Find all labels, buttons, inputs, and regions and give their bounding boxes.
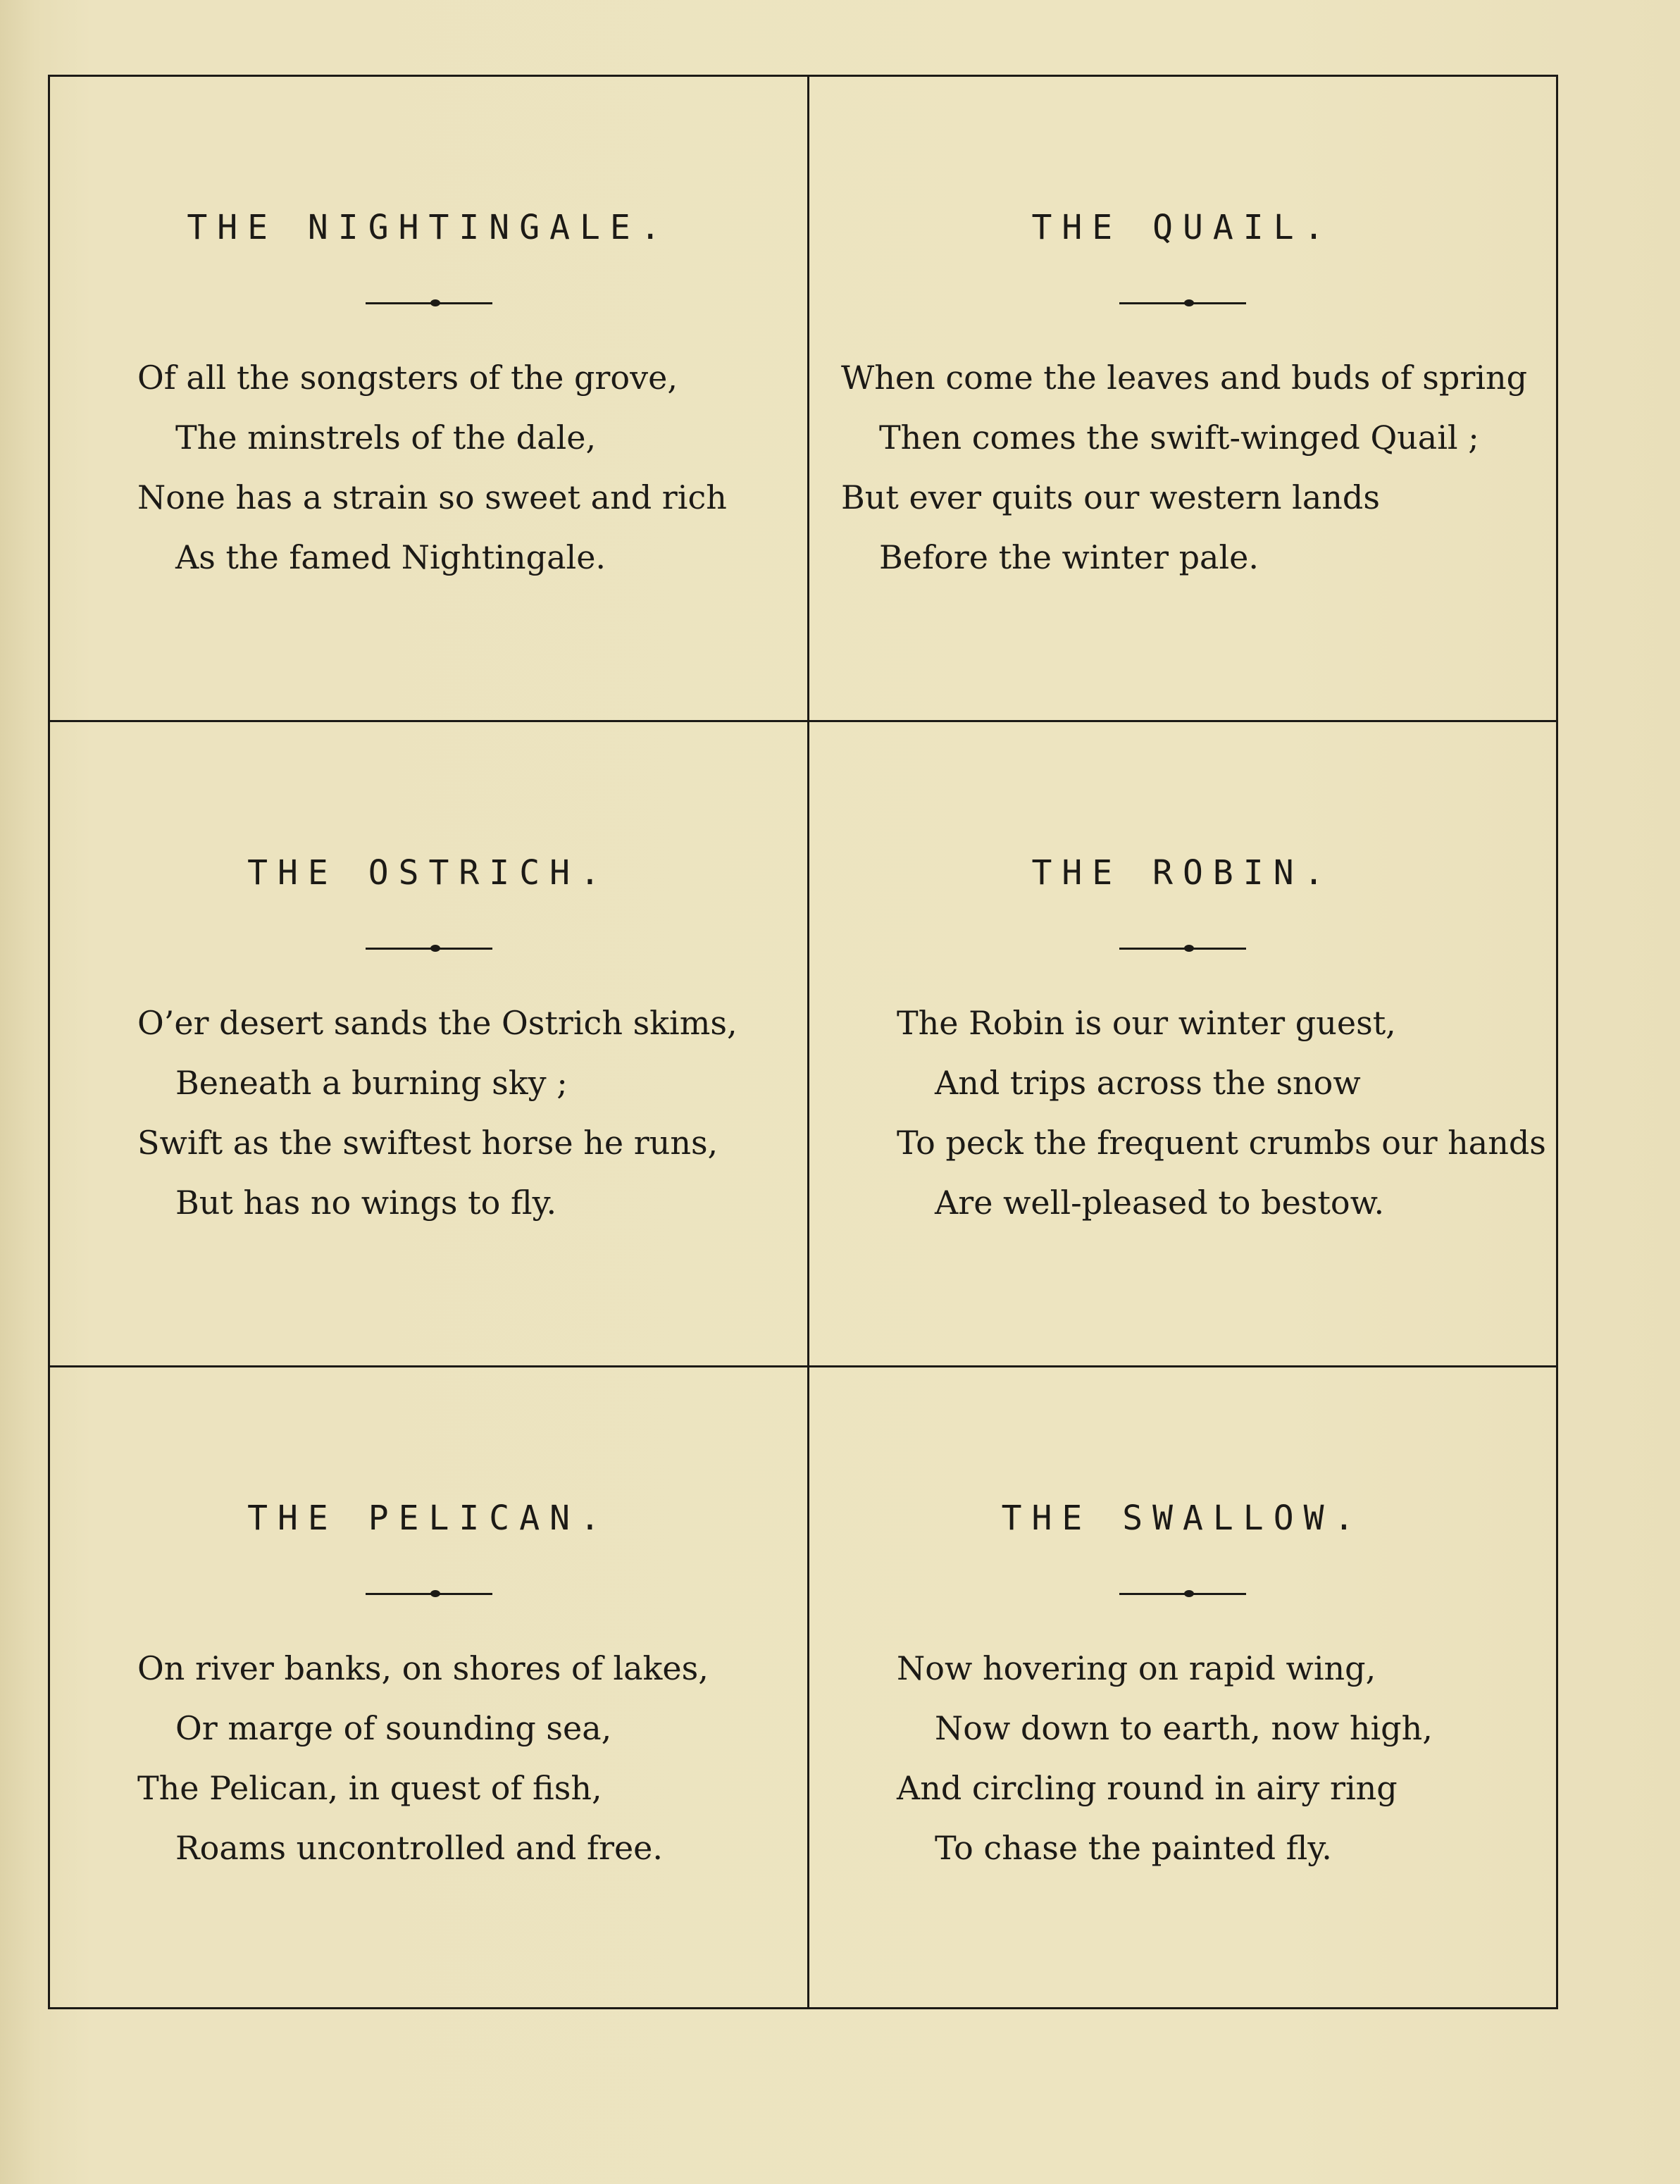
verse-line: Beneath a burning sky ; bbox=[175, 1064, 568, 1102]
poem-verse bbox=[841, 348, 1527, 588]
verse-line: But ever quits our western lands bbox=[841, 478, 1380, 516]
poem-title: THE SWALLOW. bbox=[1001, 1499, 1364, 1538]
poem-verse bbox=[897, 993, 1546, 1233]
poem-verse bbox=[137, 348, 727, 588]
verse-line: Roams uncontrolled and free. bbox=[175, 1829, 664, 1867]
ornament-divider bbox=[366, 302, 492, 304]
poem-card-robin bbox=[809, 722, 1556, 1367]
poem-card-pelican bbox=[50, 1367, 809, 2007]
verse-line: The Robin is our winter guest, bbox=[897, 1004, 1396, 1042]
verse-line: Now down to earth, now high, bbox=[935, 1709, 1433, 1747]
ornament-dot bbox=[430, 299, 440, 306]
verse-line: To chase the painted fly. bbox=[935, 1829, 1332, 1867]
verse-line: And trips across the snow bbox=[935, 1064, 1361, 1102]
verse-line: Or marge of sounding sea, bbox=[175, 1709, 612, 1747]
verse-line: As the famed Nightingale. bbox=[175, 538, 606, 576]
verse-line: Before the winter pale. bbox=[879, 538, 1259, 576]
poem-card-nightingale bbox=[50, 77, 809, 722]
verse-line: Then comes the swift-winged Quail ; bbox=[879, 418, 1479, 457]
ornament-dot bbox=[430, 945, 440, 952]
poem-card-ostrich bbox=[50, 722, 809, 1367]
poem-card-quail bbox=[809, 77, 1556, 722]
ornament-dot bbox=[430, 1590, 440, 1597]
verse-line: Now hovering on rapid wing, bbox=[897, 1649, 1376, 1687]
verse-line: Of all the songsters of the grove, bbox=[137, 359, 678, 397]
poem-title: THE PELICAN. bbox=[247, 1499, 610, 1538]
ornament-dot bbox=[1184, 945, 1194, 952]
poem-title: THE OSTRICH. bbox=[247, 853, 610, 893]
verse-line: The Pelican, in quest of fish, bbox=[137, 1769, 602, 1807]
ornament-divider bbox=[366, 1593, 492, 1595]
poem-title: THE QUAIL. bbox=[1031, 208, 1334, 247]
poem-title: THE NIGHTINGALE. bbox=[187, 208, 671, 247]
verse-line: Swift as the swiftest horse he runs, bbox=[137, 1124, 718, 1162]
poem-grid bbox=[48, 75, 1558, 2009]
verse-line: O’er desert sands the Ostrich skims, bbox=[137, 1004, 738, 1042]
ornament-divider bbox=[1119, 302, 1246, 304]
ornament-divider bbox=[366, 948, 492, 950]
verse-line: When come the leaves and buds of spring bbox=[841, 359, 1528, 397]
ornament-divider bbox=[1119, 1593, 1246, 1595]
ornament-dot bbox=[1184, 1590, 1194, 1597]
verse-line: Are well-pleased to bestow. bbox=[935, 1184, 1385, 1222]
ornament-dot bbox=[1184, 299, 1194, 306]
verse-line: And circling round in airy ring bbox=[897, 1769, 1398, 1807]
poem-title: THE ROBIN. bbox=[1031, 853, 1334, 893]
verse-line: The minstrels of the dale, bbox=[175, 418, 597, 457]
poem-verse bbox=[137, 1639, 709, 1878]
poem-verse bbox=[897, 1639, 1433, 1878]
poem-verse bbox=[137, 993, 738, 1233]
poem-card-swallow bbox=[809, 1367, 1556, 2007]
verse-line: To peck the frequent crumbs our hands bbox=[897, 1124, 1546, 1162]
verse-line: None has a strain so sweet and rich bbox=[137, 478, 727, 516]
ornament-divider bbox=[1119, 948, 1246, 950]
verse-line: But has no wings to fly. bbox=[175, 1184, 557, 1222]
verse-line: On river banks, on shores of lakes, bbox=[137, 1649, 709, 1687]
